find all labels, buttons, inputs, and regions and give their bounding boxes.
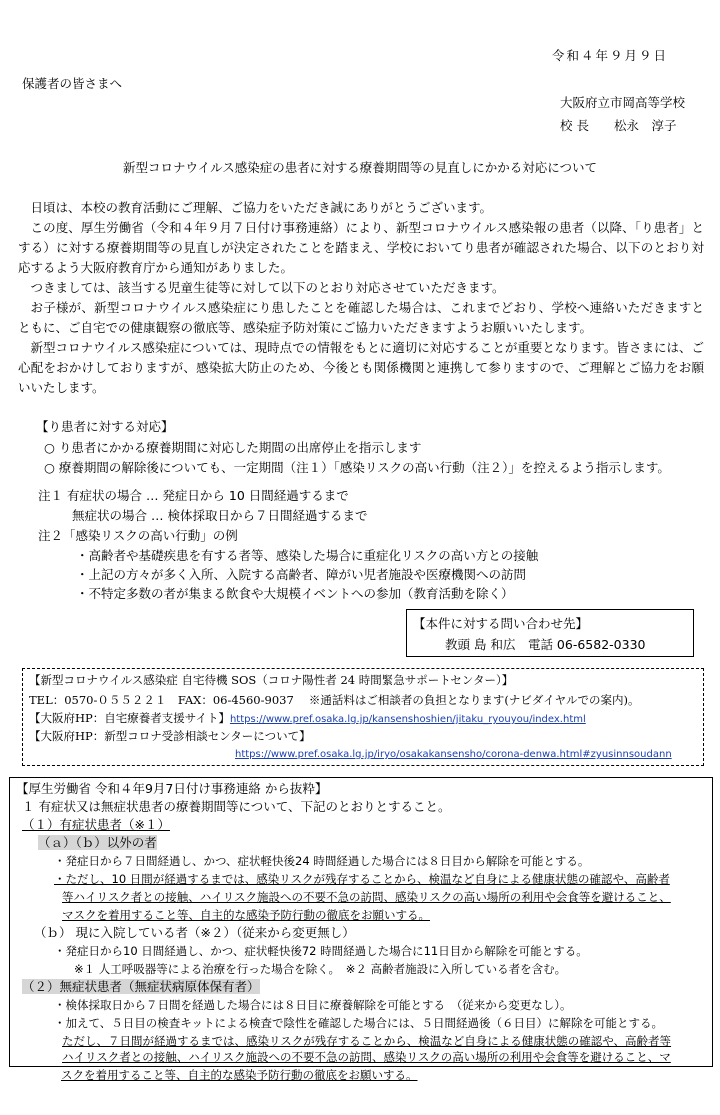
section-asymptomatic: （２）無症状患者（無症状病原体保有者） [22,979,260,994]
note2-item: ・高齢者や基礎疾患を有する者等、感染した場合に重症化リスクの高い方との接触 [76,548,539,563]
contact-person: 教頭 島 和広 電話 06-6582-0330 [445,637,646,652]
paragraph-closing: 新型コロナウイルス感染症については、現時点での情報をもとに適切に対応することが重要となります。皆さまには、ご心配をおかけしておりますが、感染拡大防止のため、今後とも関係機関と連携して参りますので、ご理解とご協力をお願いいたします。 [18,340,704,395]
measures-heading: 【り患者に対する対応】 [36,419,174,434]
recipient: 保護者の皆さまへ [22,76,123,91]
principal-name: 校 長 松永 淳子 [560,118,677,133]
support-phone-line: TEL：0570-０５５２２１ FAX：06-4560-9037 ※通話料はご相談者の負担となります(ナビダイヤルでの案内)。 [29,693,640,707]
letter-date: 令和４年９月９日 [552,48,669,63]
paragraph-notice: この度、厚生労働省（令和４年９月７日付け事務連絡）により、新型コロナウイルス感染報の患者（以降、「り患者」とする）に対する療養期間等の見直しが決定されたことを踏まえ、学校においてり患者が確認された場合、以下のとおり対応するよう大阪府教育庁から通知がありました。 [18,220,704,275]
paragraph-response: つきましては、該当する児童生徒等に対して以下のとおり対応させていただきます。 [30,280,505,295]
consult-center-label: 【大阪府HP：新型コロナ受診相談センターについて】 [29,729,311,743]
excerpt-box [9,777,713,1067]
measure-item-2: ○ 療養期間の解除後についても、一定期間（注１）「感染リスクの高い行動（注２）」を控えるよう指示します。 [44,460,670,475]
document-title: 新型コロナウイルス感染症の患者に対する療養期間等の見直しにかかる対応について [122,160,597,175]
support-site-link[interactable]: https://www.pref.osaka.lg.jp/kansenshoshien/jitaku_ryouyou/index.html [229,714,586,725]
section-symptomatic: （１）有症状患者（※１） [22,817,170,832]
rule-2-3-cont: スクを着用すること等、自主的な感染予防行動の徹底をお願いする。 [61,1068,418,1082]
support-sos-title: 【新型コロナウイルス感染症 自宅待機 SOS（コロナ陽性者 24 時間緊急サポートセンター）】 [29,673,514,687]
note2-item: ・上記の方々が多く入所、入院する高齢者、障がい児者施設や医療機関への訪問 [76,567,527,582]
rule-b-note: ※１ 人工呼吸器等による治療を行った場合を除く。 ※２ 高齢者施設に入所している者を含む。 [74,962,567,976]
measure-item-1: ○ り患者にかかる療養期間に対応した期間の出席停止を指示します [44,440,422,455]
rule-a-2-cont: 等ハイリスク者との接触、ハイリスク施設への不要不急の訪問、感染リスクの高い場所の利用や会食等を避けること、 [62,890,671,904]
rule-a-2-cont: マスクを着用すること等、自主的な感染予防行動の徹底をお願いする。 [62,908,430,922]
rule-2-2: ・加えて、５日目の検査キットによる検査で陰性を確認した場合には、５日間経過後（６日目）に解除を可能とする。 [54,1016,664,1030]
support-site-label: 【大阪府HP：自宅療養者支援サイト】 [29,711,230,725]
rule-2-1: ・検体採取日から７日間を経過した場合には８日目に療養解除を可能とする （従来から変更なし）。 [54,998,572,1012]
support-info-box [22,668,704,766]
note2-item: ・不特定多数の者が集まる飲食や大規模イベントへの参加（教育活動を除く） [76,586,514,601]
rule-a-1: ・発症日から７日間経過し、かつ、症状軽快後24 時間経過した場合には８日目から解除を可能とする。 [54,854,590,868]
subsection-a: （ａ）（ｂ）以外の者 [38,835,157,850]
paragraph-request: お子様が、新型コロナウイルス感染症にり患したことを確認した場合は、これまでどおり、学校へ連絡いただきますとともに、ご自宅での健康観察の徹底等、感染症予防対策にご協力いただきますようお願いいたします。 [18,300,704,335]
note2-heading: 注２「感染リスクの高い行動」の例 [38,528,238,543]
rule-b-1: ・発症日から10 日間経過し、かつ、症状軽快後72 時間経過した場合に11日目から解除を可能とする。 [54,944,588,958]
note1-asymptomatic: 無症状の場合 … 検体採取日から７日間経過するまで [72,508,368,523]
excerpt-intro: １ 有症状又は無症状患者の療養期間等について、下記のとおりとすること。 [22,799,451,814]
consult-center-link[interactable]: https://www.pref.osaka.lg.jp/iryo/osakakansensho/corona-denwa.html#zyusinnsoudann [235,749,672,760]
note1-symptomatic: 注１ 有症状の場合 … 発症日から 10 日間経過するまで [38,488,349,503]
school-name: 大阪府立市岡高等学校 [560,95,686,110]
rule-2-3-cont: ハイリスク者との接触、ハイリスク施設への不要不急の訪問、感染リスクの高い場所の利用や会食等を避けること、マ [62,1050,671,1064]
paragraph-greeting: 日頃は、本校の教育活動にご理解、ご協力をいただき誠にありがとうございます。 [30,200,493,215]
contact-box [406,609,694,657]
excerpt-title: 【厚生労働省 令和４年9月7日付け事務連絡 から抜粋】 [16,781,328,796]
rule-2-3: ただし、７日間が経過するまでは、感染リスクが残存することから、検温など自身による健康状態の確認や、高齢者等 [62,1034,672,1048]
subsection-b: （ｂ） 現に入院している者（※２）（従来から変更無し） [34,925,355,940]
contact-title: 【本件に対する問い合わせ先】 [413,616,589,631]
rule-a-2: ・ただし、10 日間が経過するまでは、感染リスクが残存することから、検温など自身による健康状態の確認や、高齢者 [54,872,670,886]
